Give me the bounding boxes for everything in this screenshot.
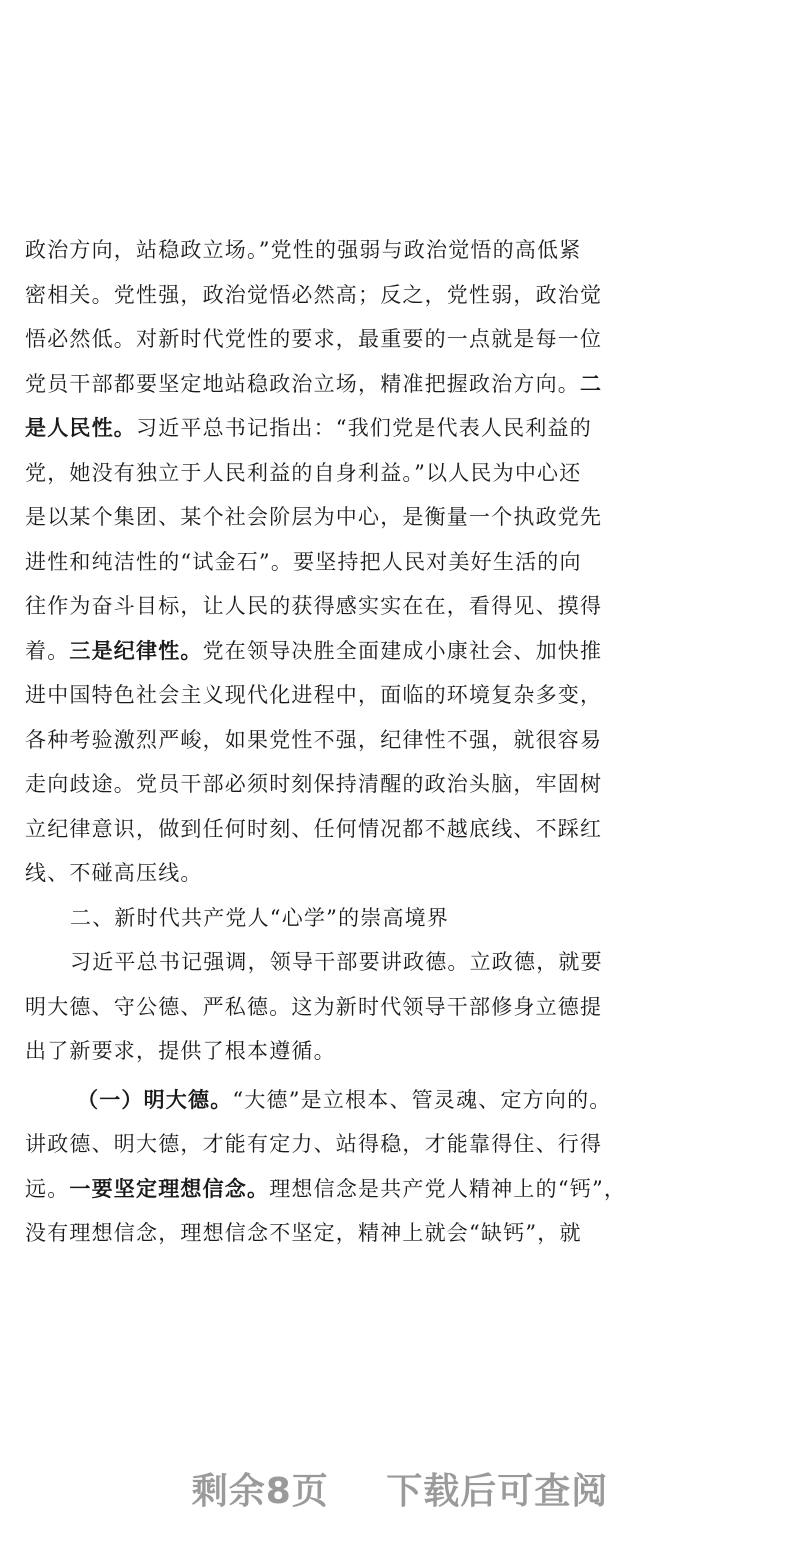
- bold-text-run: 一要坚定理想信念。: [69, 1175, 270, 1201]
- download-prompt-label: 下载后可查阅: [386, 1471, 609, 1512]
- text-run: 习近平总书记强调，领导干部要讲政德。立政德，就要: [70, 950, 603, 974]
- text-run: 二、新时代共产党人“心学”的崇高境界: [70, 905, 450, 930]
- text-line: [25, 1167, 645, 1212]
- text-line: [25, 406, 645, 451]
- text-line: [25, 540, 645, 585]
- text-line: [25, 1211, 645, 1256]
- text-run: 党在领导决胜全面建成小康社会、加快推: [202, 638, 603, 663]
- text-run: 着。: [25, 638, 70, 663]
- text-run: 理想信念是共产党人精神上的“钙”，: [269, 1176, 627, 1201]
- bold-text-run: 三是纪律性。: [69, 637, 203, 663]
- text-line: [25, 629, 645, 674]
- text-line: [25, 495, 645, 540]
- text-line: [25, 673, 645, 718]
- bold-text-run: 二: [580, 370, 603, 396]
- text-line: [25, 985, 645, 1030]
- text-run: 明大德、守公德、严私德。这为新时代领导干部修身立德提: [25, 994, 603, 1019]
- text-run: 是以某个集团、某个社会阶层为中心，是衡量一个执政党先: [25, 505, 603, 529]
- text-run: 党员干部都要坚定地站稳政治立场，精准把握政治方向。: [25, 371, 580, 396]
- text-run: 出了新要求，提供了根本遵循。: [25, 1039, 336, 1063]
- text-line: [25, 317, 645, 362]
- text-line: [25, 1122, 645, 1167]
- text-run: “大德”是立根本、管灵魂、定方向的。: [232, 1087, 612, 1112]
- text-run: 进中国特色社会主义现代化进程中，面临的环境复杂多变，: [25, 683, 603, 707]
- text-line: [25, 940, 645, 985]
- text-run: 线、不碰高压线。: [25, 861, 203, 885]
- text-run: 各种考验激烈严峻，如果党性不强，纪律性不强，就很容易: [25, 727, 603, 752]
- text-line: [25, 584, 645, 629]
- text-line: [25, 896, 645, 941]
- bold-text-run: 是人民性。: [25, 415, 136, 440]
- text-line: [25, 851, 645, 896]
- text-line: [25, 762, 645, 807]
- text-line: [25, 451, 645, 496]
- bold-text-run: （一）明大德。: [77, 1086, 233, 1112]
- text-run: 政治方向，站稳政立场。”党性的强弱与政治觉悟的高低紧: [25, 238, 582, 262]
- text-run: 立纪律意识，做到任何时刻、任何情况都不越底线、不踩红: [25, 816, 603, 841]
- text-line: [25, 1078, 645, 1123]
- text-run: 远。: [25, 1176, 70, 1201]
- text-run: 没有理想信念，理想信念不坚定，精神上就会“缺钙”，就: [25, 1221, 582, 1245]
- text-line: [25, 718, 645, 763]
- text-run: 往作为奋斗目标，让人民的获得感实实在在，看得见、摸得: [25, 594, 603, 618]
- text-run: 讲政德、明大德，才能有定力、站得稳，才能靠得住、行得: [25, 1132, 603, 1156]
- text-line: [25, 228, 645, 273]
- text-run: 党，她没有独立于人民利益的自身利益。”以人民为中心还: [25, 460, 582, 485]
- text-line: [25, 362, 645, 407]
- remaining-pages-label: 剩余8页: [191, 1471, 329, 1512]
- text-line: [25, 273, 645, 318]
- text-run: 习近平总书记指出：“我们党是代表人民利益的: [136, 416, 592, 440]
- text-run: 进性和纯洁性的“试金石”。要坚持把人民对美好生活的向: [25, 549, 582, 574]
- text-run: 走向歧途。党员干部必须时刻保持清醒的政治头脑，牢固树: [25, 772, 603, 796]
- text-run: 悟必然低。对新时代党性的要求，最重要的一点就是每一位: [25, 327, 603, 351]
- document-body: [25, 228, 645, 1256]
- text-line: [25, 1029, 645, 1074]
- download-banner[interactable]: [0, 1462, 800, 1522]
- text-run: 密相关。党性强，政治觉悟必然高；反之，党性弱，政治觉: [25, 282, 603, 307]
- text-line: [25, 807, 645, 852]
